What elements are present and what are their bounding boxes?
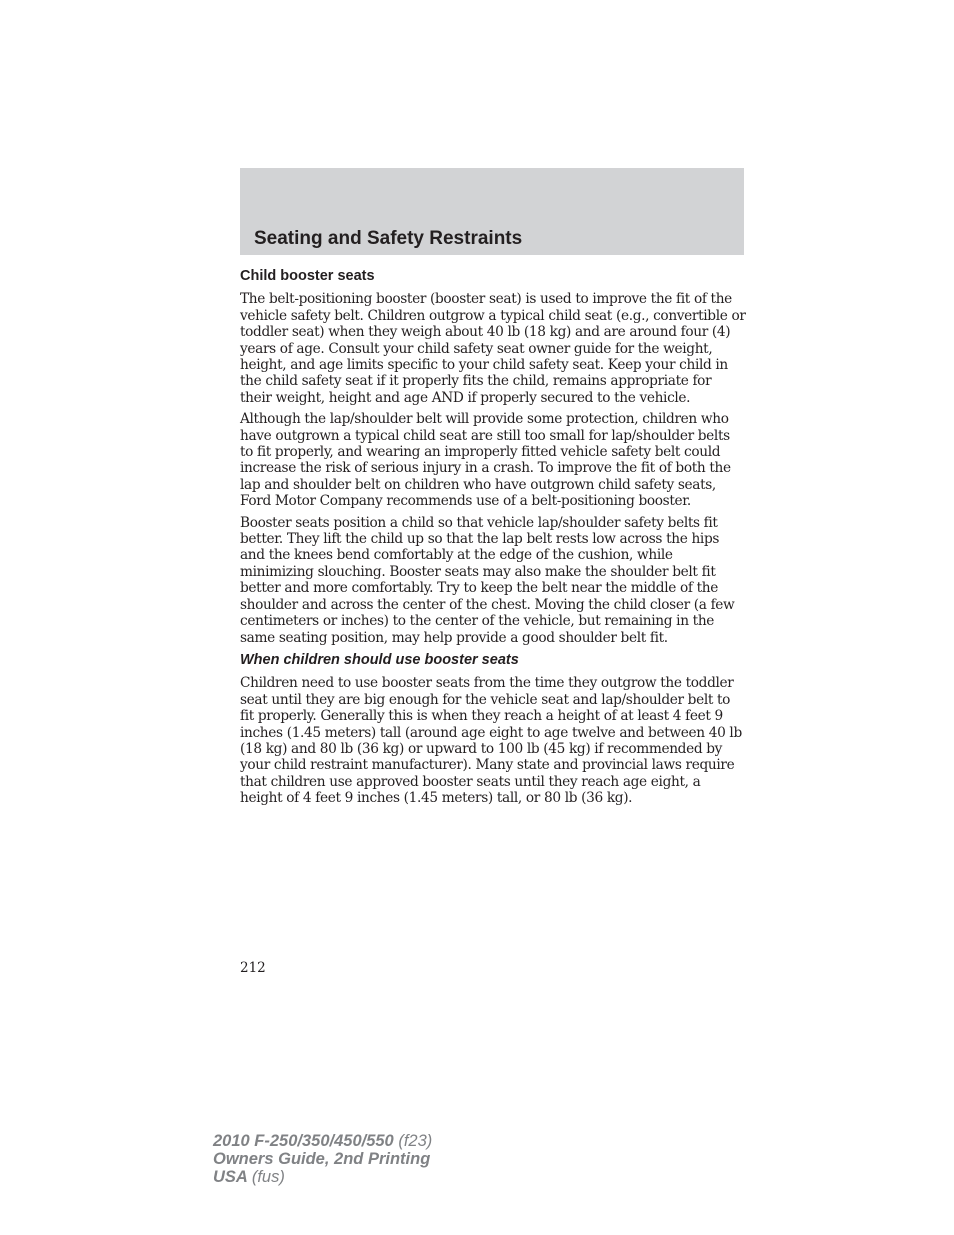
paragraph: Children need to use booster seats from the time they outgrow the toddler seat until they are big enough for the vehicle seat and lap/shoulder belt to fit properly. Generally this is when they reach a height of at least 4 feet 9 inches (1.45 meters) tall (around age eight to age twelve and between 40 lb (18 kg) and 80 lb (36 kg) or upward to 100 lb (45 kg) if recommended by your child restraint manufacturer). Many state and provincial laws require that children use approved booster seats until they reach age eight, a height of 4 feet 9 inches (1.45 meters) tall, or 80 lb (36 kg). bbox=[240, 675, 742, 807]
footer-line-region bbox=[213, 1168, 432, 1186]
paragraph: Although the lap/shoulder belt will provide some protection, children who have outgrown a typical child seat are still too small for lap/shoulder belts to fit properly, and wearing an improperly fitted vehicle safety belt could increase the risk of serious injury in a crash. To improve the fit of both the lap and shoulder belt on children who have outgrown child safety seats, Ford Motor Company recommends use of a belt-positioning booster. bbox=[240, 411, 731, 510]
paragraph: Booster seats position a child so that vehicle lap/shoulder safety belts fit better. They lift the child up so that the lap belt rests low across the hips and the knees bend comfortably at the edge of the cushion, while minimizing slouching. Booster seats may also make the shoulder belt fit better and more comfortably. Try to keep the belt near the middle of the shoulder and across the center of the chest. Moving the child closer (a few centimeters or inches) to the center of the vehicle, but remaining in the same seating position, may help provide a good shoulder belt fit. bbox=[240, 514, 735, 646]
footer-region-code: (fus) bbox=[251, 1168, 285, 1186]
page-number: 212 bbox=[240, 960, 266, 976]
footer-guide-title: Owners Guide, 2nd Printing bbox=[213, 1150, 431, 1168]
document-footer bbox=[213, 1132, 432, 1186]
section-title: Seating and Safety Restraints bbox=[254, 228, 523, 250]
footer-model-code: (f23) bbox=[398, 1132, 433, 1150]
subheading-when-to-use-booster-seats: When children should use booster seats bbox=[240, 651, 519, 668]
footer-model: 2010 F-250/350/450/550 bbox=[213, 1132, 394, 1150]
footer-region: USA bbox=[213, 1168, 248, 1186]
section-header-band bbox=[240, 168, 744, 255]
page-content bbox=[240, 266, 746, 812]
subheading-child-booster-seats: Child booster seats bbox=[240, 268, 375, 284]
footer-line-guide bbox=[213, 1150, 432, 1168]
paragraph: The belt-positioning booster (booster seat) is used to improve the fit of the vehicle safety belt. Children outgrow a typical child seat (e.g., convertible or toddler seat) when they weigh about 40 lb (18 kg) and are around four (4) years of age. Consult your child safety seat owner guide for the weight, height, and age limits specific to your child safety seat. Keep your child in the child safety seat if it properly fits the child, remains appropriate for their weight, height and age AND if properly secured to the vehicle. bbox=[240, 291, 746, 406]
footer-line-model bbox=[213, 1132, 432, 1150]
